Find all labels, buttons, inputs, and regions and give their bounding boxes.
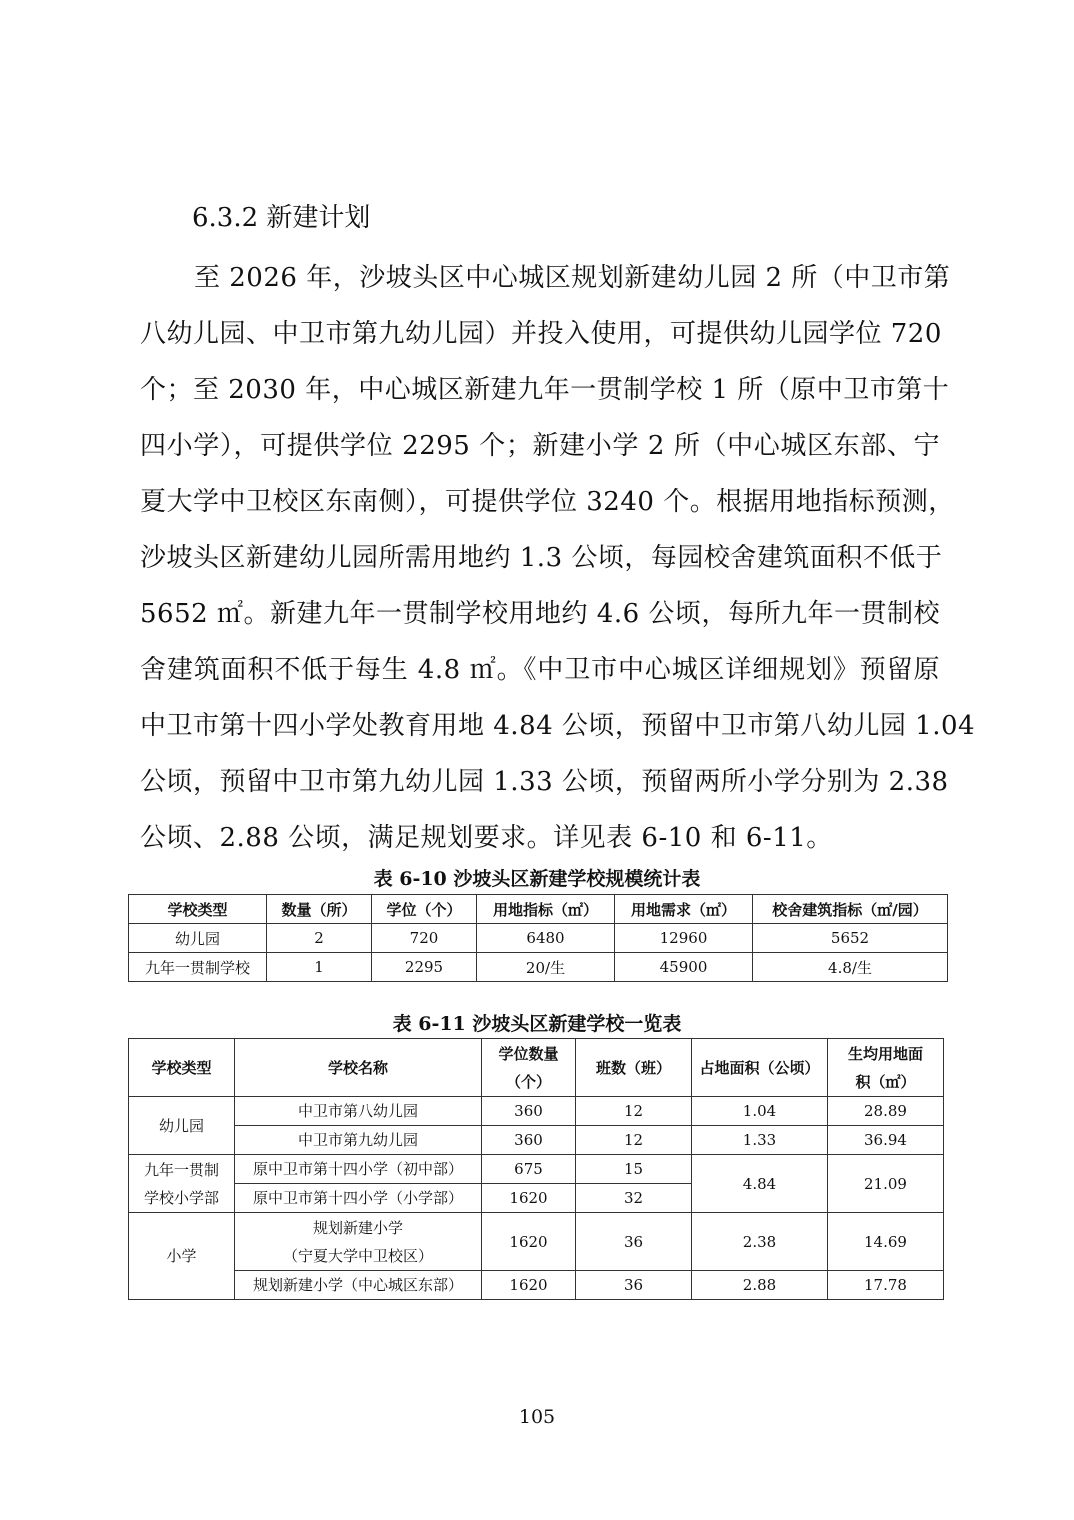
table-cell: 5652 [753, 924, 948, 953]
table-cell: 17.78 [828, 1271, 944, 1300]
table-cell: 4.84 [692, 1155, 828, 1213]
name-line: （宁夏大学中卫校区） [282, 1246, 433, 1265]
paragraph-line: 中卫市第十四小学处教育用地 4.84 公顷，预留中卫市第八幼儿园 1.04 [140, 711, 976, 741]
table-cell: 1.04 [692, 1097, 828, 1126]
table-cell: 2295 [372, 953, 477, 982]
table-cell: 2.88 [692, 1271, 828, 1300]
paragraph-line: 八幼儿园、中卫市第九幼儿园）并投入使用，可提供幼儿园学位 720 [140, 319, 942, 349]
table-row [129, 953, 948, 982]
header-cell: 校舍建筑指标（㎡/园） [753, 895, 948, 924]
table-cell: 1620 [482, 1184, 576, 1213]
table-cell: 20/生 [477, 953, 615, 982]
school-type-cell [129, 1155, 235, 1213]
header-cell: 学校类型 [129, 1039, 235, 1097]
section-heading: 6.3.2 新建计划 [192, 203, 371, 233]
table-row [129, 1097, 944, 1126]
table-cell: 中卫市第九幼儿园 [235, 1126, 482, 1155]
table-cell: 2 [267, 924, 372, 953]
table-row [129, 924, 948, 953]
table-cell: 九年一贯制学校 [129, 953, 267, 982]
table-cell: 中卫市第八幼儿园 [235, 1097, 482, 1126]
paragraph-line: 个；至 2030 年，中心城区新建九年一贯制学校 1 所（原中卫市第十 [140, 375, 950, 405]
paragraph-line: 5652 ㎡。新建九年一贯制学校用地约 4.6 公顷，每所九年一贯制校 [140, 599, 940, 629]
table-cell: 6480 [477, 924, 615, 953]
table-cell: 2.38 [692, 1213, 828, 1271]
header-cell: 学校类型 [129, 895, 267, 924]
table-6-10-caption: 表 6-10 沙坡头区新建学校规模统计表 [373, 868, 701, 890]
table-cell: 675 [482, 1155, 576, 1184]
school-type-cell: 幼儿园 [129, 1097, 235, 1155]
table-cell: 幼儿园 [129, 924, 267, 953]
header-line: 生均用地面 [847, 1044, 923, 1063]
table-cell: 360 [482, 1126, 576, 1155]
table-header-row [129, 895, 948, 924]
table-cell: 12960 [615, 924, 753, 953]
body-paragraph [140, 250, 976, 866]
type-line: 九年一贯制 [143, 1160, 219, 1179]
table-cell: 1620 [482, 1271, 576, 1300]
table-cell: 14.69 [828, 1213, 944, 1271]
paragraph-line: 公顷、2.88 公顷，满足规划要求。详见表 6-10 和 6-11。 [140, 823, 833, 853]
table-cell: 规划新建小学（中心城区东部） [235, 1271, 482, 1300]
table-cell: 1.33 [692, 1126, 828, 1155]
table-cell: 28.89 [828, 1097, 944, 1126]
name-line: 规划新建小学 [312, 1218, 403, 1237]
table-cell: 12 [576, 1097, 692, 1126]
type-line: 学校小学部 [143, 1188, 219, 1207]
table-6-11-caption: 表 6-11 沙坡头区新建学校一览表 [392, 1013, 682, 1035]
table-cell: 1620 [482, 1213, 576, 1271]
table-row [129, 1155, 944, 1184]
header-line: 学位数量 [498, 1044, 559, 1063]
table-cell: 原中卫市第十四小学（初中部） [235, 1155, 482, 1184]
table-row [129, 1213, 944, 1271]
table-cell: 45900 [615, 953, 753, 982]
header-cell: 用地指标（㎡） [477, 895, 615, 924]
school-type-cell: 小学 [129, 1213, 235, 1300]
table-cell: 1 [267, 953, 372, 982]
header-line: 积（㎡） [855, 1072, 916, 1091]
table-row [129, 1126, 944, 1155]
table-6-10 [128, 894, 948, 982]
table-cell: 32 [576, 1184, 692, 1213]
paragraph-line: 舍建筑面积不低于每生 4.8 ㎡。《中卫市中心城区详细规划》预留原 [140, 655, 940, 685]
paragraph-line: 夏大学中卫校区东南侧），可提供学位 3240 个。根据用地指标预测， [140, 487, 955, 517]
header-cell: 学位（个） [372, 895, 477, 924]
table-row [129, 1271, 944, 1300]
table-6-11 [128, 1038, 944, 1300]
table-cell: 12 [576, 1126, 692, 1155]
table-cell: 36 [576, 1271, 692, 1300]
table-cell: 36 [576, 1213, 692, 1271]
header-cell: 班数（班） [576, 1039, 692, 1097]
header-cell: 学校名称 [235, 1039, 482, 1097]
header-line: （个） [505, 1072, 551, 1091]
paragraph-line: 至 2026 年，沙坡头区中心城区规划新建幼儿园 2 所（中卫市第 [194, 263, 951, 293]
table-cell: 15 [576, 1155, 692, 1184]
header-cell [828, 1039, 944, 1097]
table-cell: 360 [482, 1097, 576, 1126]
paragraph-line: 沙坡头区新建幼儿园所需用地约 1.3 公顷，每园校舍建筑面积不低于 [140, 543, 943, 573]
table-cell: 4.8/生 [753, 953, 948, 982]
table-cell: 原中卫市第十四小学（小学部） [235, 1184, 482, 1213]
header-cell: 占地面积（公顷） [692, 1039, 828, 1097]
paragraph-line: 公顷，预留中卫市第九幼儿园 1.33 公顷，预留两所小学分别为 2.38 [140, 767, 949, 797]
page-number: 105 [518, 1406, 556, 1428]
table-cell: 21.09 [828, 1155, 944, 1213]
table-cell: 720 [372, 924, 477, 953]
table-header-row [129, 1039, 944, 1097]
header-cell: 用地需求（㎡） [615, 895, 753, 924]
table-cell [235, 1213, 482, 1271]
table-cell: 36.94 [828, 1126, 944, 1155]
paragraph-line: 四小学），可提供学位 2295 个；新建小学 2 所（中心城区东部、宁 [140, 431, 940, 461]
header-cell: 数量（所） [267, 895, 372, 924]
header-cell [482, 1039, 576, 1097]
